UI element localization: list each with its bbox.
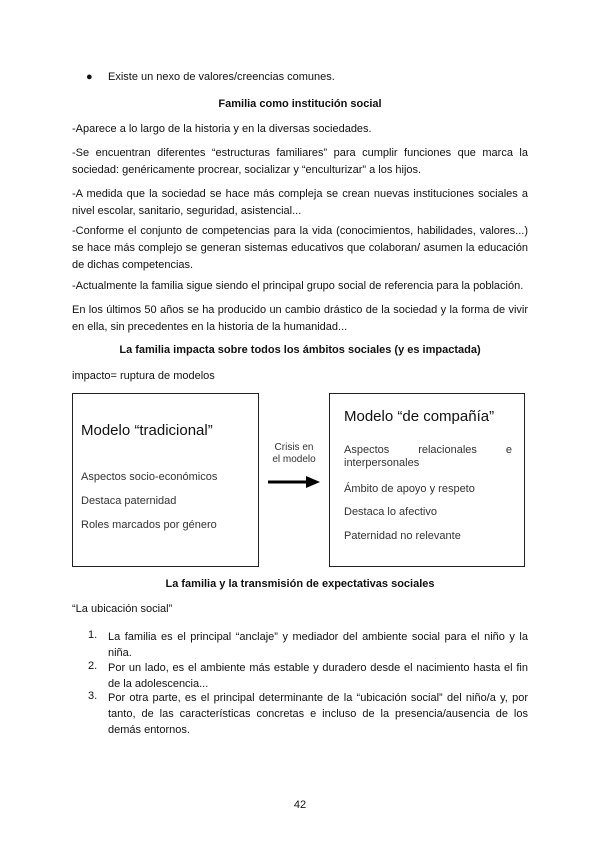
arrow-label-line-1: Crisis en	[274, 442, 314, 453]
ubicacion-intro: “La ubicación social”	[72, 603, 173, 615]
paragraph: -Se encuentran diferentes “estructuras familiares” para cumplir funciones que marca la sociedad: genéricamente procrear, socializar y “enculturizar” a los hijos.	[72, 147, 528, 176]
traditional-model-item: Roles marcados por género	[81, 519, 217, 531]
list-item: Por un lado, es el ambiente más estable y duradero desde el nacimiento hasta el fin de la adolescencia...	[108, 662, 528, 690]
section-heading-expectativas: La familia y la transmisión de expectativas sociales	[165, 578, 435, 590]
traditional-model-title: Modelo “tradicional”	[81, 422, 213, 439]
bullet-text: Existe un nexo de valores/creencias comunes.	[108, 71, 335, 83]
traditional-model-item: Aspectos socio-económicos	[81, 471, 218, 483]
list-number: 3.	[88, 690, 98, 702]
list-number: 1.	[88, 629, 98, 641]
impacto-intro: impacto= ruptura de modelos	[72, 370, 215, 382]
companion-model-title: Modelo “de compañía”	[344, 408, 495, 425]
section-heading-impacto: La familia impacta sobre todos los ámbitos sociales (y es impactada)	[119, 344, 481, 356]
list-item: La familia es el principal “anclaje” y mediador del ambiente social para el niño y la niña.	[108, 631, 528, 659]
bullet-marker: ●	[86, 71, 93, 83]
paragraph: -Conforme el conjunto de competencias para la vida (conocimientos, habilidades, valores...) se hace más complejo se generan sistemas educativos que colaboran/ asumen la educación de dichas competencias.	[72, 225, 528, 271]
paragraph: En los últimos 50 años se ha producido un cambio drástico de la sociedad y la forma de vivir en ella, sin precedentes en la historia de la humanidad...	[72, 304, 528, 333]
arrow-label	[268, 442, 320, 466]
paragraph: -Aparece a lo largo de la historia y en la diversas sociedades.	[72, 123, 372, 135]
paragraph: -A medida que la sociedad se hace más compleja se crean nuevas instituciones sociales a nivel escolar, sanitario, seguridad, asistencial...	[72, 188, 528, 217]
companion-model-box	[329, 393, 525, 567]
list-number: 2.	[88, 660, 98, 672]
list-item: Por otra parte, es el principal determinante de la “ubicación social” del niño/a y, por tanto, de las características concretas e incluso de la presencia/ausencia de los demás entornos.	[108, 692, 528, 736]
companion-model-item: Aspectos relacionales e interpersonales	[344, 444, 512, 469]
companion-model-item: Destaca lo afectivo	[344, 506, 437, 518]
right-arrow-icon	[266, 474, 322, 490]
arrow-label-line-2: el modelo	[272, 454, 316, 465]
section-heading-institucion: Familia como institución social	[218, 98, 382, 110]
companion-model-item: Ámbito de apoyo y respeto	[344, 483, 475, 495]
companion-model-item: Paternidad no relevante	[344, 530, 461, 542]
page-number: 42	[293, 799, 307, 811]
traditional-model-item: Destaca paternidad	[81, 495, 177, 507]
paragraph: -Actualmente la familia sigue siendo el principal grupo social de referencia para la población.	[72, 280, 524, 292]
traditional-model-box	[72, 393, 259, 567]
